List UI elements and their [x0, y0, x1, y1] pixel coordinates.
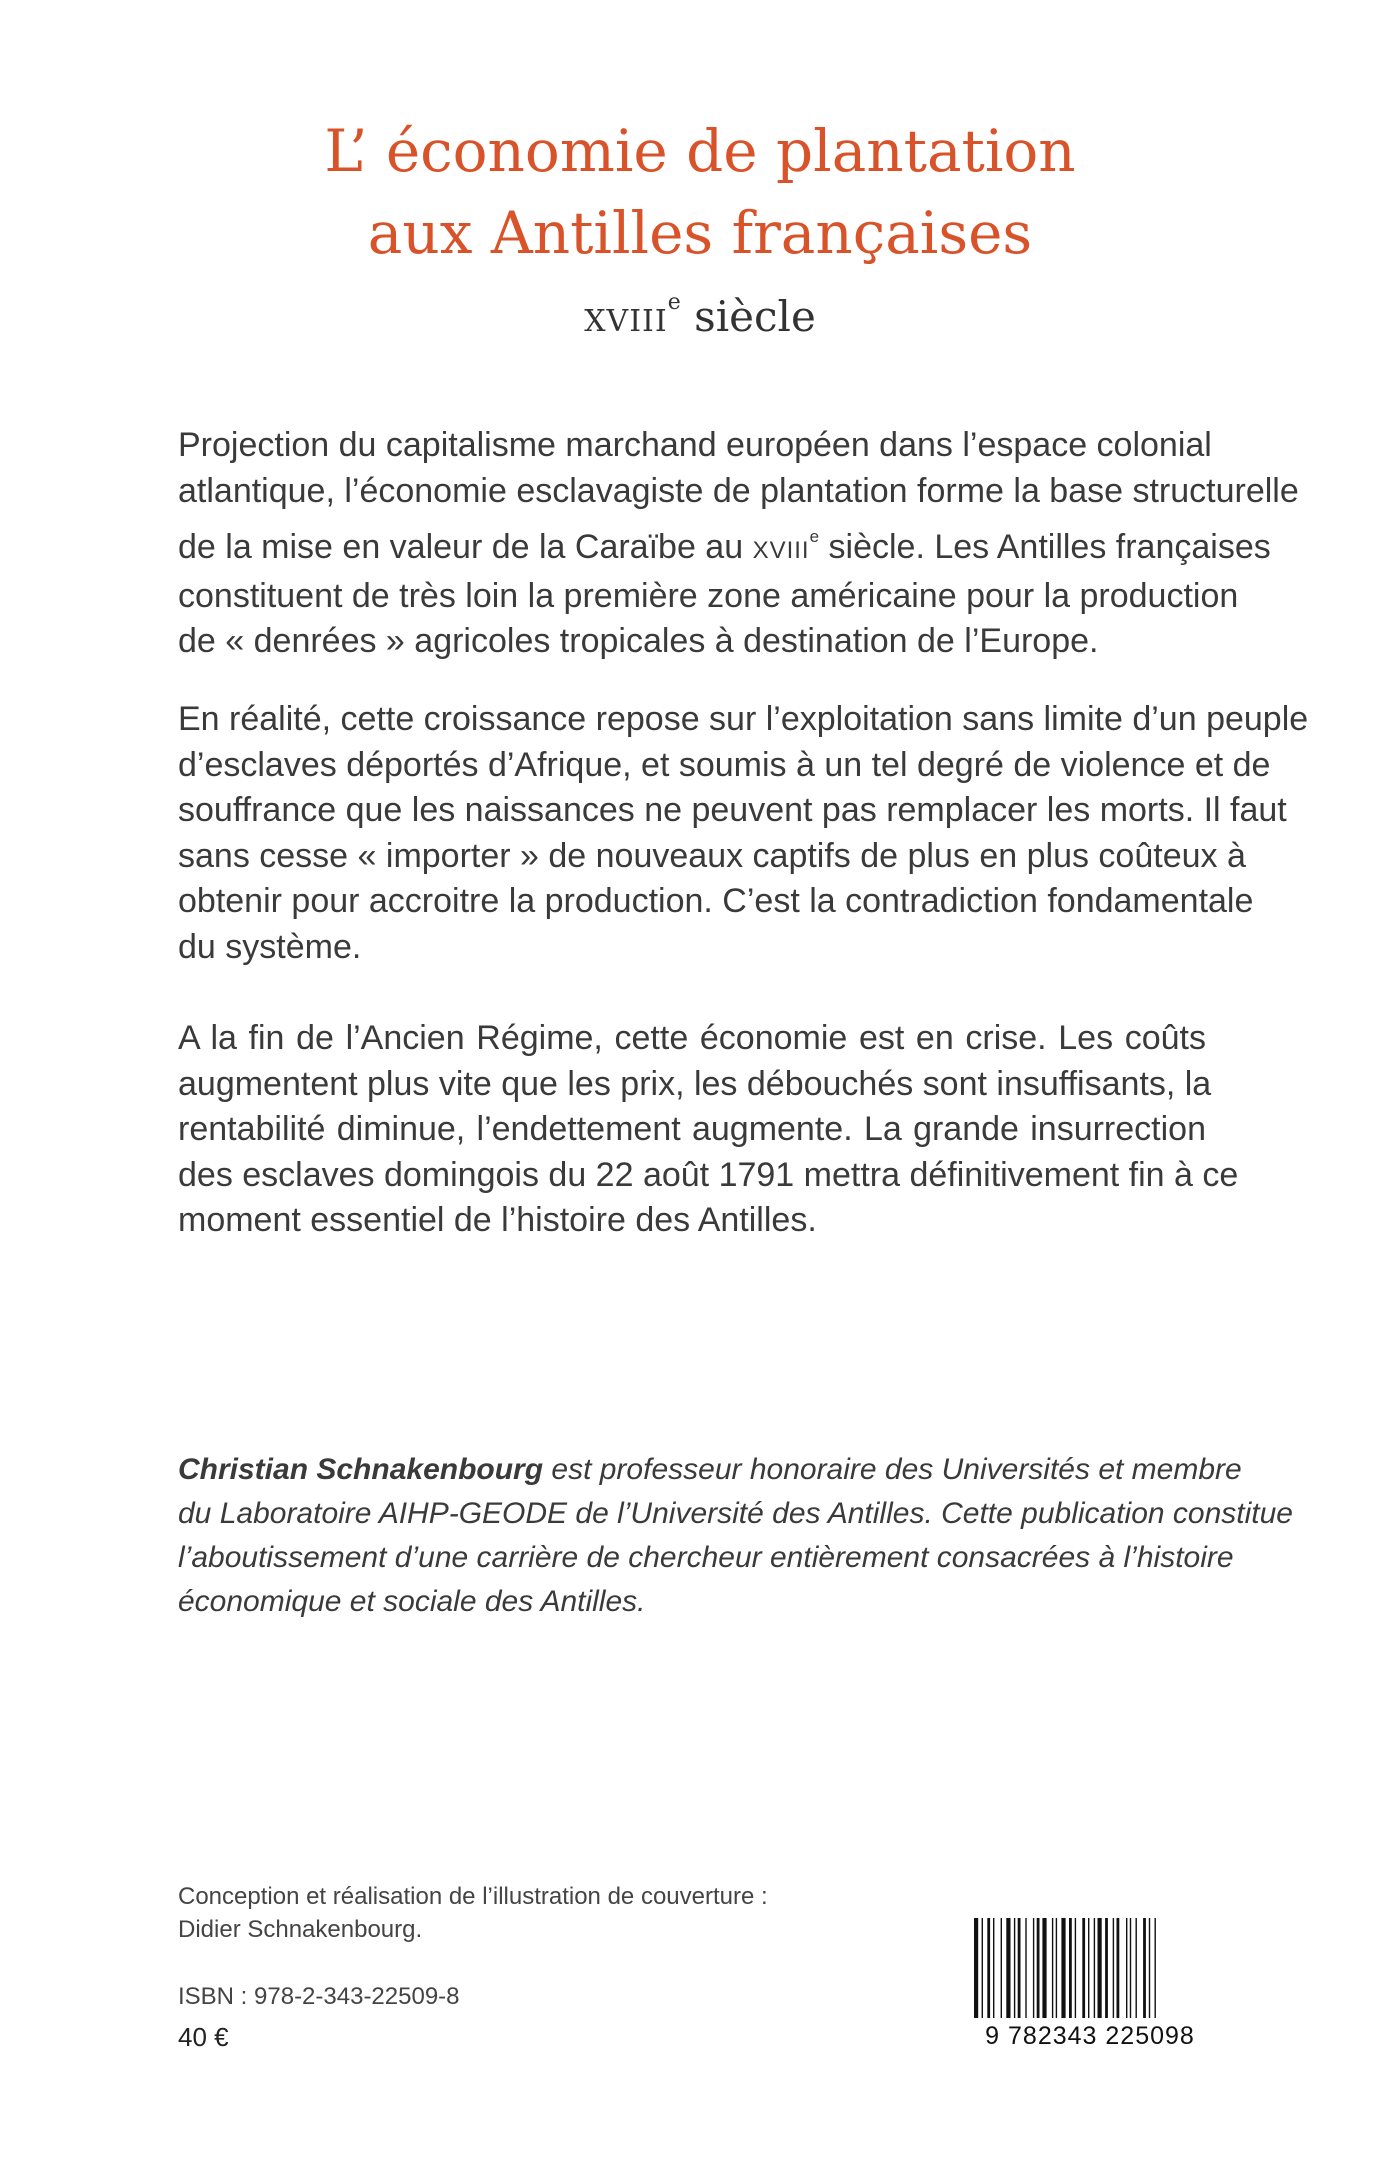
subtitle-superscript: e [667, 290, 681, 315]
paragraph-2-line: d’esclaves déportés d’Afrique, et soumis à un tel degré de violence et de [178, 745, 1271, 784]
paragraph-2-line: sans cesse « importer » de nouveaux captifs de plus en plus coûteux à [178, 836, 1246, 875]
author-bio-line: économique et sociale des Antilles. [178, 1585, 646, 1618]
paragraph-3-line: rentabilité diminue, l’endettement augmente. La grande insurrection [178, 1110, 1206, 1148]
author-bio-line: du Laboratoire AIHP-GEODE de l’Université des Antilles. Cette publication constitue [178, 1497, 1293, 1530]
subtitle-century [0, 290, 1400, 341]
century-numeral: XVIII [752, 537, 810, 564]
title-line-2: aux Antilles françaises [367, 199, 1033, 267]
barcode-icon [970, 1918, 1210, 2018]
author-bio-text: est professeur honoraire des Universités et membre [543, 1453, 1242, 1486]
price-label: 40 € [178, 2022, 229, 2052]
credits-line-1: Conception et réalisation de l’illustration de couverture : [178, 1883, 768, 1910]
paragraph-1-line [178, 514, 1271, 574]
author-bio-line: l’aboutissement d’une carrière de chercheur entièrement consacrées à l’histoire [178, 1541, 1234, 1574]
author-bio-line [178, 1448, 1242, 1492]
book-title [0, 110, 1400, 274]
cover-credits [178, 1880, 768, 1946]
paragraph-3-line: des esclaves domingois du 22 août 1791 mettra définitivement fin à ce [178, 1155, 1239, 1194]
paragraph-1 [178, 423, 1299, 665]
paragraph-2 [178, 697, 1309, 970]
paragraph-2-line: du système. [178, 927, 362, 966]
author-bio [178, 1448, 1293, 1624]
paragraph-3-line: augmentent plus vite que les prix, les débouchés sont insuffisants, la [178, 1064, 1212, 1103]
paragraph-3 [178, 1016, 1239, 1244]
credits-line-2: Didier Schnakenbourg. [178, 1916, 423, 1943]
paragraph-2-line: obtenir pour accroitre la production. C’est la contradiction fondamentale [178, 882, 1254, 920]
paragraph-2-line: souffrance que les naissances ne peuvent pas remplacer les morts. Il faut [178, 791, 1287, 829]
author-name: Christian Schnakenbourg [178, 1453, 544, 1486]
paragraph-1-line: constituent de très loin la première zone américaine pour la production [178, 576, 1239, 615]
century-superscript: e [809, 527, 820, 546]
paragraph-1-line: atlantique, l’économie esclavagiste de plantation forme la base structurelle [178, 471, 1299, 510]
isbn-label: ISBN : 978-2-343-22509-8 [178, 1983, 460, 2010]
barcode-number: 9 782343 225098 [985, 2022, 1195, 2050]
paragraph-1-line: de « denrées » agricoles tropicales à destination de l’Europe. [178, 622, 1099, 660]
subtitle-word: siècle [680, 292, 816, 341]
paragraph-3-line: moment essentiel de l’histoire des Antilles. [178, 1201, 817, 1239]
paragraph-2-line: En réalité, cette croissance repose sur l’exploitation sans limite d’un peuple [178, 700, 1309, 738]
paragraph-1-line-text: de la mise en valeur de la Caraïbe au [178, 528, 753, 566]
subtitle-century-numeral: XVIII [584, 304, 668, 339]
paragraph-1-line: Projection du capitalisme marchand européen dans l’espace colonial [178, 426, 1212, 464]
title-line-1: L’ économie de plantation [324, 117, 1076, 185]
paragraph-3-line: A la fin de l’Ancien Régime, cette économie est en crise. Les coûts [178, 1019, 1206, 1057]
paragraph-1-line-text: siècle. Les Antilles françaises [819, 528, 1271, 566]
